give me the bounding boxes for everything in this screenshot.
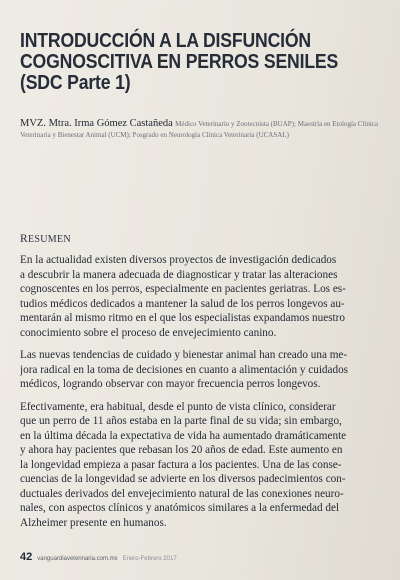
text-line: en la última década la expectativa de vida ha aumentado dramáticamente — [20, 429, 347, 442]
text-line: cognoscentes en los perros, especialmente en pacientes geriatras. Los es- — [20, 283, 346, 295]
page-footer — [20, 551, 380, 563]
text-line: que un perro de 11 años estaba en la parte final de su vida; sin embargo, — [20, 415, 342, 427]
article-title — [20, 30, 373, 93]
text-line: Alzheimer presente en humanos. — [20, 516, 167, 529]
text-line: cuencias de la longevidad se advierte en los diversos padecimientos con- — [20, 473, 346, 485]
page-number: 42 — [20, 551, 33, 563]
section-heading-rest: ESUMEN — [27, 234, 71, 245]
article-body — [20, 253, 370, 538]
text-line: jora radical en la toma de decisiones en cuanto a alimentación y cuidados — [20, 363, 349, 376]
title-line: COGNOSCITIVA EN PERROS SENILES — [20, 50, 339, 73]
paragraph — [20, 348, 370, 392]
text-line: y ahora hay pacientes que rebasan los 20 años de edad. Este aumento en — [20, 444, 343, 456]
author-byline — [20, 118, 380, 141]
text-line: mentarán al mismo ritmo en el que los especialistas expandamos nuestro — [20, 312, 345, 324]
paragraph — [20, 253, 370, 340]
title-line: (SDC Parte 1) — [20, 71, 131, 94]
text-line: a descubrir la manera adecuada de diagnosticar y tratar las alteraciones — [20, 268, 338, 281]
footer-issue: Enero-Febrero 2017 — [122, 556, 177, 562]
footer-site: vanguardiaveterinaria.com.mx — [37, 556, 118, 562]
text-line: médicos, logrando observar con mayor frecuencia perros longevos. — [20, 378, 321, 390]
author-credentials: Médico Veterinario y Zootecnista (BUAP); Maestría en Etología Clínica Veterinaria y Bienestar Animal (UCM); Posgrado en Neurología Clínica Veterinaria (UCASAL) — [20, 120, 378, 139]
paragraph — [20, 400, 370, 531]
title-line: INTRODUCCIÓN A LA DISFUNCIÓN — [20, 29, 311, 52]
text-line: conocimiento sobre el proceso de envejecimiento canino. — [20, 326, 277, 339]
text-line: tudios médicos dedicados a mantener la salud de los perros longevos au- — [20, 297, 345, 310]
text-line: nales, con aspectos clínicos y anatómicos similares a la enfermedad del — [20, 502, 340, 514]
text-line: la longevidad empieza a pasar factura a los pacientes. Una de las conse- — [20, 458, 342, 471]
section-heading-initial: R — [20, 233, 28, 245]
text-line: Efectivamente, era habitual, desde el punto de vista clínico, considerar — [20, 400, 336, 413]
section-heading — [20, 233, 71, 245]
author-name: MVZ. Mtra. Irma Gómez Castañeda — [20, 118, 173, 129]
text-line: Las nuevas tendencias de cuidado y bienestar animal han creado una me- — [20, 349, 348, 361]
text-line: ductuales derivados del envejecimiento natural de las conexiones neuro- — [20, 487, 344, 500]
text-line: En la actualidad existen diversos proyectos de investigación dedicados — [20, 254, 337, 266]
